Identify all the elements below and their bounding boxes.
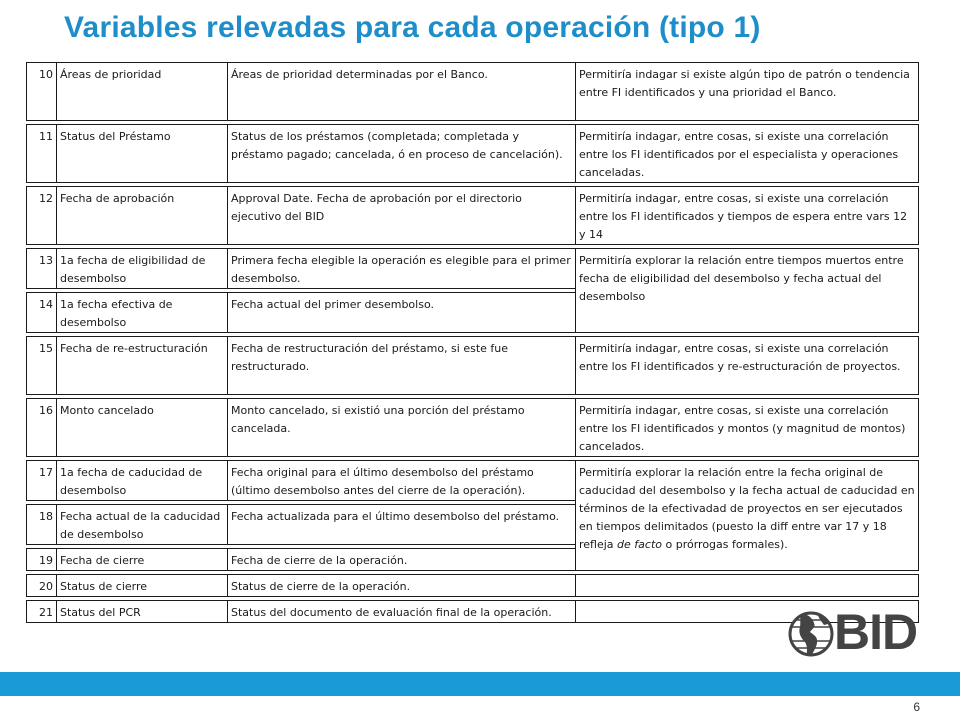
variable-use: Permitiría indagar, entre cosas, si existe una correlación entre los FI identificados y montos (y magnitud de montos) cancelados.: [576, 399, 919, 457]
variable-name: 1a fecha de caducidad de desembolso: [57, 461, 228, 501]
variable-description: Status del documento de evaluación final de la operación.: [228, 601, 576, 623]
variable-name: Status del PCR: [57, 601, 228, 623]
variable-description: Status de cierre de la operación.: [228, 575, 576, 597]
row-number: 13: [27, 249, 57, 289]
row-number: 14: [27, 293, 57, 333]
variable-description: Fecha original para el último desembolso del préstamo (último desembolso antes del cierre de la operación).: [228, 461, 576, 501]
variable-description: Fecha de cierre de la operación.: [228, 549, 576, 571]
table-row: [27, 461, 919, 501]
row-number: 11: [27, 125, 57, 183]
row-number: 12: [27, 187, 57, 245]
table-row: [27, 601, 919, 623]
variable-use: Permitiría indagar si existe algún tipo de patrón o tendencia entre FI identificados y una prioridad el Banco.: [576, 63, 919, 121]
variable-use: Permitiría indagar, entre cosas, si existe una correlación entre los FI identificados y tiempos de espera entre vars 12 y 14: [576, 187, 919, 245]
variable-description: Primera fecha elegible la operación es elegible para el primer desembolso.: [228, 249, 576, 289]
variable-description: Fecha de restructuración del préstamo, si este fue restructurado.: [228, 337, 576, 395]
variable-name: Fecha de aprobación: [57, 187, 228, 245]
variable-name: 1a fecha efectiva de desembolso: [57, 293, 228, 333]
variable-description: Fecha actual del primer desembolso.: [228, 293, 576, 333]
variable-name: Status del Préstamo: [57, 125, 228, 183]
variable-name: Monto cancelado: [57, 399, 228, 457]
variables-table: [26, 62, 919, 623]
table-row: [27, 125, 919, 183]
variable-name: Status de cierre: [57, 575, 228, 597]
variable-use: [576, 575, 919, 597]
footer-bar: [0, 672, 960, 696]
row-number: 21: [27, 601, 57, 623]
variable-description: Fecha actualizada para el último desembolso del préstamo.: [228, 505, 576, 545]
variable-use: Permitiría explorar la relación entre tiempos muertos entre fecha de eligibilidad del desembolso y fecha actual del desembolso: [576, 249, 919, 333]
variable-use: Permitiría indagar, entre cosas, si existe una correlación entre los FI identificados y re-estructuración de proyectos.: [576, 337, 919, 395]
globe-icon: [788, 605, 834, 663]
variable-description: Monto cancelado, si existió una porción del préstamo cancelada.: [228, 399, 576, 457]
logo-text: BID: [834, 604, 918, 660]
variable-name: 1a fecha de eligibilidad de desembolso: [57, 249, 228, 289]
variable-name: Fecha de cierre: [57, 549, 228, 571]
variable-use: [576, 461, 919, 571]
variable-name: Fecha de re-estructuración: [57, 337, 228, 395]
page-number: 6: [913, 700, 920, 714]
row-number: 17: [27, 461, 57, 501]
table-row: [27, 63, 919, 121]
row-number: 18: [27, 505, 57, 545]
table-row: [27, 399, 919, 457]
variable-name: Fecha actual de la caducidad de desembolso: [57, 505, 228, 545]
page-title: Variables relevadas para cada operación (tipo 1): [64, 11, 761, 44]
table-row: [27, 249, 919, 289]
table-row: [27, 575, 919, 597]
variable-description: Áreas de prioridad determinadas por el Banco.: [228, 63, 576, 121]
variable-description: Status de los préstamos (completada; completada y préstamo pagado; cancelada, ó en proceso de cancelación).: [228, 125, 576, 183]
bid-logo: [788, 605, 938, 665]
row-number: 16: [27, 399, 57, 457]
variable-use-italic: de facto: [617, 538, 662, 551]
variable-use-text-end: o prórrogas formales).: [662, 538, 788, 551]
row-number: 19: [27, 549, 57, 571]
table-row: [27, 187, 919, 245]
variable-use-text: Permitiría explorar la relación entre la fecha original de caducidad del desembolso y la fecha actual de caducidad en términos de la efectivadad de proyectos en ser ejecutados en tiempos delimitados (puesto la diff entre var 17 y 18 refleja: [579, 466, 915, 551]
variable-use: Permitiría indagar, entre cosas, si existe una correlación entre los FI identificados por el especialista y operaciones canceladas.: [576, 125, 919, 183]
row-number: 20: [27, 575, 57, 597]
variable-name: Áreas de prioridad: [57, 63, 228, 121]
table-row: [27, 337, 919, 395]
row-number: 15: [27, 337, 57, 395]
row-number: 10: [27, 63, 57, 121]
variable-description: Approval Date. Fecha de aprobación por el directorio ejecutivo del BID: [228, 187, 576, 245]
